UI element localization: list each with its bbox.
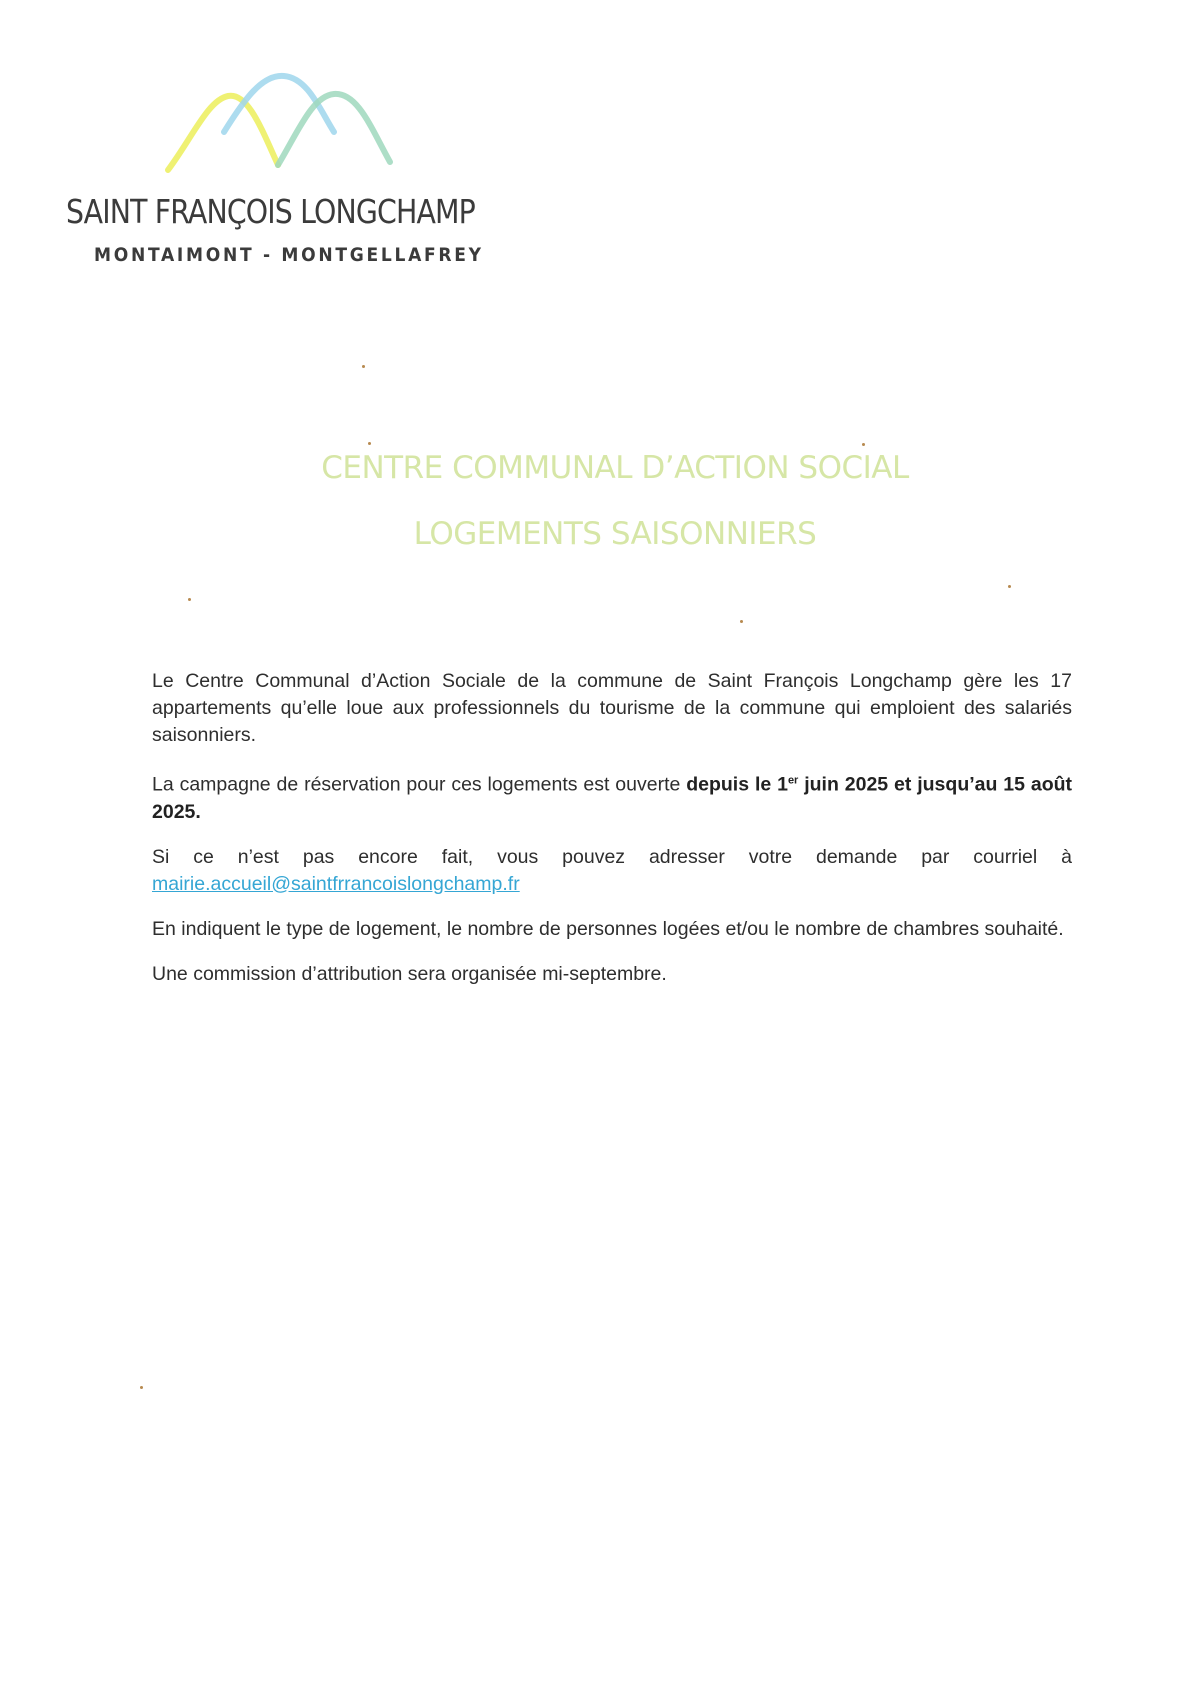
paragraph-2-text: La campagne de réservation pour ces logements est ouverte [152,773,687,796]
paragraph-3-text: Si ce n’est pas encore fait, vous pouvez adresser votre demande par courriel à [152,845,1072,868]
scan-speck [362,365,365,368]
scan-speck [1008,585,1011,588]
paragraph-2 [152,767,1072,826]
title-line-1: CENTRE COMMUNAL D’ACTION SOCIAL [321,450,909,486]
paragraph-1: Le Centre Communal d’Action Sociale de la commune de Saint François Longchamp gère les 17 appartements qu’elle loue aux professionnels du tourisme de la commune qui emploient des salariés saisonniers. [152,670,1072,746]
logo-subtitle: MONTAIMONT - MONTGELLAFREY [94,244,484,266]
logo-name: SAINT FRANÇOIS LONGCHAMP [66,192,475,231]
scan-speck [740,620,743,623]
paragraph-3 [152,844,1072,898]
scan-speck [862,443,865,446]
title-line-2: LOGEMENTS SAISONNIERS [413,516,817,552]
scan-speck [140,1386,143,1389]
paragraph-2-dates-end: juin 2025 et jusqu’au 15 août 2025. [152,773,1073,823]
scan-speck [188,598,191,601]
paragraph-4: En indiquent le type de logement, le nombre de personnes logées et/ou le nombre de chambres souhaité. [152,917,1064,940]
mountain-logo-icon [162,70,492,180]
body-text [152,668,1072,1006]
document-titles [0,450,1200,552]
scan-speck [368,442,371,445]
email-link[interactable]: mairie.accueil@saintfrrancoislongchamp.fr [152,872,520,895]
logo [66,70,516,280]
paragraph-2-superscript: er [787,774,799,786]
paragraph-5: Une commission d’attribution sera organisée mi-septembre. [152,962,667,985]
paragraph-2-dates-start: depuis le 1 [686,773,788,796]
